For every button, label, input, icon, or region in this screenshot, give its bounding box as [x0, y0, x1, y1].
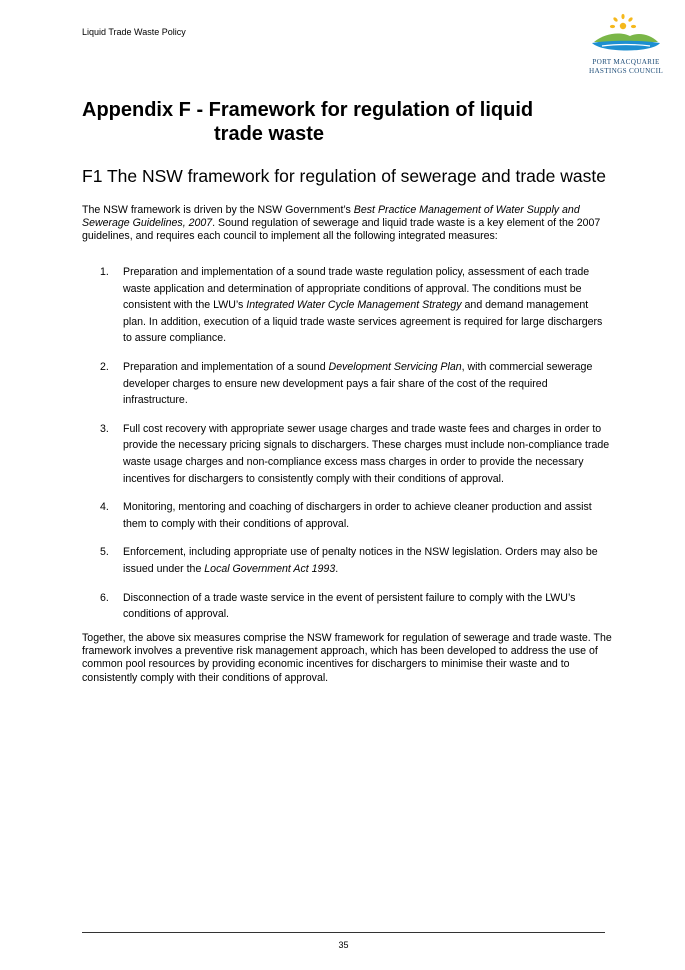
sun-rays-icon: [610, 14, 636, 29]
list-item-text-end: , with commercial sewerage developer charges to ensure new development pays a fair share of the cost of the required infrastructure.: [123, 360, 593, 407]
list-item-number: 1.: [100, 266, 109, 278]
conclusion-paragraph: Together, the above six measures comprise the NSW framework for regulation of sewerage and trade waste. The framework involves a preventive risk management approach, which has been developed to address the use of common pool resources by providing economic incentives for dischargers to minimise their waste and to consistently comply with their conditions of approval.: [82, 632, 612, 684]
logo-text-line2: HASTINGS COUNCIL: [588, 67, 664, 75]
list-item-text: Preparation and implementation of a sound: [123, 360, 329, 373]
list-item-italic: Integrated Water Cycle Management Strategy: [246, 299, 462, 312]
list-item: [100, 264, 610, 347]
running-header: Liquid Trade Waste Policy: [82, 27, 186, 37]
sun-hills-water-logo-icon: [582, 12, 670, 58]
list-item-number: 3.: [100, 422, 109, 435]
footer-divider: [82, 932, 605, 933]
list-item-text: Preparation and implementation of a sound trade waste regulation policy, assessment of each trade waste application and determination of appropriate conditions of approval. The conditions must be consistent with the LWU’s: [123, 266, 590, 312]
list-item: [100, 359, 610, 409]
hill-shape: [594, 34, 658, 42]
list-item-text-end: .: [335, 562, 339, 575]
list-item-text: Full cost recovery with appropriate sewer usage charges and trade waste fees and charges in order to provide the necessary pricing signals to dischargers. These charges must include non-compliance trade waste usage charges and non-compliance excess mass charges in order to provide the necessary incentives for dischargers to consistently comply with their conditions of approval.: [123, 422, 610, 485]
intro-text-1: The NSW framework is driven by the NSW Government’s: [82, 204, 354, 216]
appendix-title: [82, 98, 602, 146]
list-item-text: Monitoring, mentoring and coaching of dischargers in order to achieve cleaner production and assist them to comply with their conditions of approval.: [123, 501, 592, 530]
page-number: 35: [338, 940, 349, 950]
list-item-number: 6.: [100, 591, 109, 604]
list-item: [100, 499, 610, 532]
list-item-number: 4.: [100, 501, 109, 514]
logo-text-line1: PORT MACQUARIE: [592, 58, 660, 66]
council-logo: [582, 12, 670, 84]
intro-text-2: . Sound regulation of sewerage and liquid trade waste is a key element of the 2007 guidelines, and requires each council to implement all the following integrated measures:: [82, 217, 601, 243]
list-item-number: 2.: [100, 360, 109, 373]
list-item-italic: Development Servicing Plan: [328, 360, 462, 373]
list-item: [100, 544, 610, 577]
measures-list: [100, 264, 610, 635]
intro-paragraph: [82, 204, 612, 244]
list-item-italic: Local Government Act 1993: [204, 562, 336, 575]
list-item-text: Disconnection of a trade waste service in the event of persistent failure to comply with the LWU’s conditions of approval.: [123, 591, 576, 621]
list-item: [100, 590, 610, 623]
appendix-title-line1: Appendix F - Framework for regulation of liquid: [82, 99, 534, 121]
appendix-title-line2: trade waste: [214, 123, 325, 145]
intro-guidelines-title: Best Practice Management of Water Supply and Sewerage Guidelines, 2007: [82, 204, 580, 230]
list-item-number: 5.: [100, 546, 109, 559]
section-heading: F1 The NSW framework for regulation of sewerage and trade waste: [82, 166, 606, 186]
list-item-text: Enforcement, including appropriate use of penalty notices in the NSW legislation. Orders may also be issued under the: [123, 546, 598, 575]
list-item-text-end: and demand management plan. In addition, execution of a liquid trade waste services agreement is required for large dischargers to assure compliance.: [123, 299, 603, 345]
list-item: [100, 421, 610, 487]
